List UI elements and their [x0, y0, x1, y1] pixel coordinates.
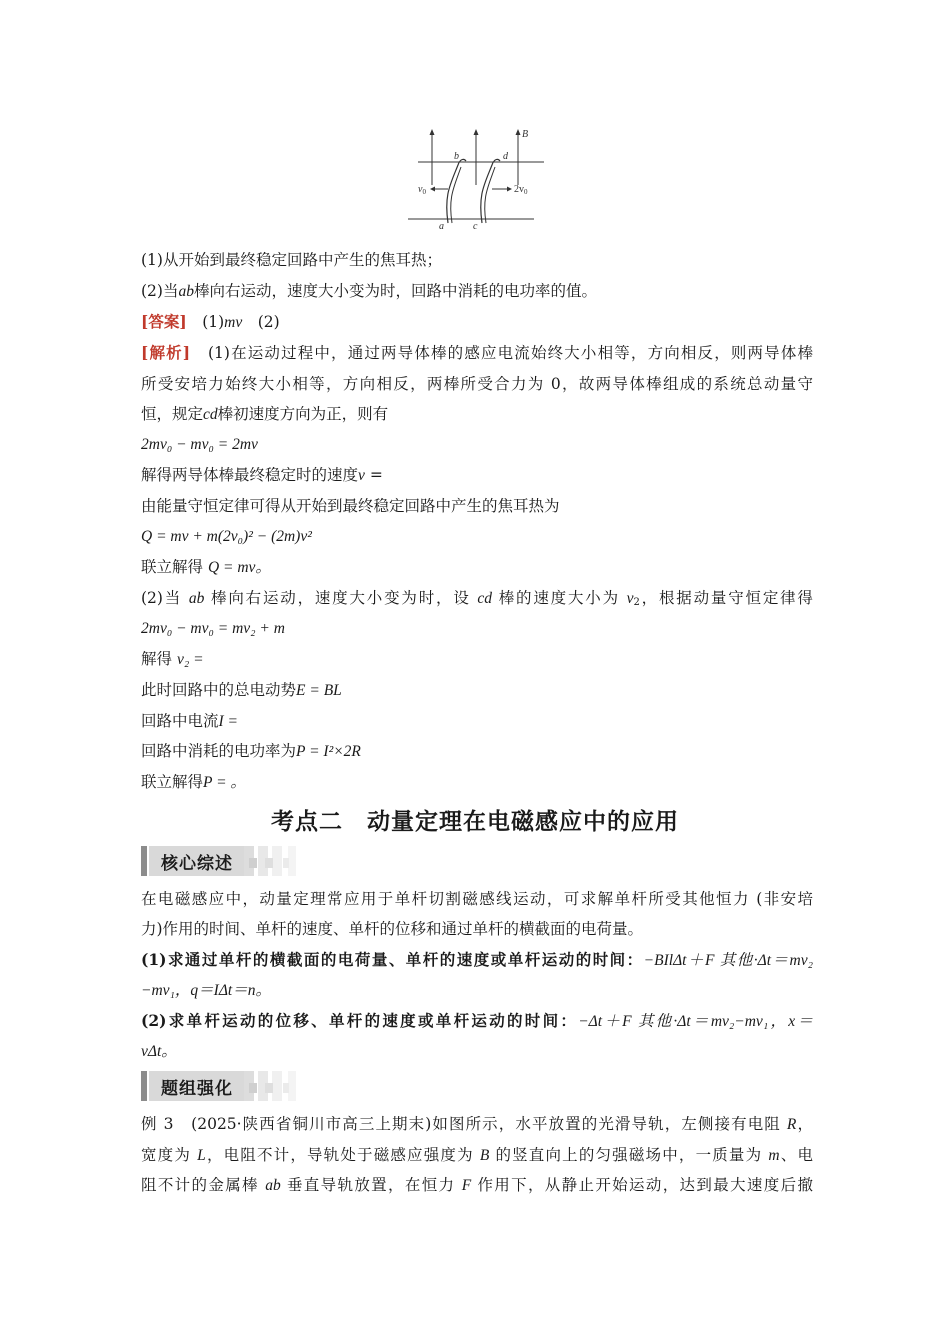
velocity-arrowhead-right — [507, 187, 512, 192]
joint-solve-2: 联立解得P = 。 — [141, 773, 246, 791]
field-arrowhead-2 — [474, 129, 479, 135]
label-a: a — [439, 221, 444, 232]
answer-line: [答案] (1)mv (2) — [141, 312, 280, 331]
core-paragraph-line1: 在电磁感应中，动量定理常应用于单杆切割磁感线运动，可求解单杆所受其他恒力 (非安培 — [141, 890, 813, 908]
practice-banner-label: 题组强化 — [161, 1079, 233, 1099]
analysis-p1-line1: [解析] (1)在运动过程中，通过两导体棒的感应电流始终大小相等，方向相反，则两导体棒 — [141, 343, 813, 362]
section-title: 考点二 动量定理在电磁感应中的应用 — [271, 809, 679, 835]
velocity-arrowhead-left — [430, 187, 435, 192]
banner-bar — [141, 846, 147, 876]
core-banner — [141, 846, 311, 876]
core-bullet1-line1: (1)求通过单杆的横截面的电荷量、单杆的速度或单杆运动的时间：−BIlΔt＋F 其他·Δt＝mv₂ — [141, 950, 813, 969]
solve-v-line: 解得两导体棒最终稳定时的速度v = — [141, 466, 383, 484]
core-bullet2-line2: vΔt。 — [141, 1043, 177, 1060]
label-v0: $v_0$ — [418, 184, 426, 196]
energy-line: 由能量守恒定律可得从开始到最终稳定回路中产生的焦耳热为 — [141, 497, 560, 515]
bar-ab — [447, 159, 466, 223]
question-1: (1)从开始到最终稳定回路中产生的焦耳热； — [141, 251, 442, 269]
core-banner-label: 核心综述 — [161, 854, 233, 874]
question-2: (2)当ab棒向右运动，速度大小变为时，回路中消耗的电功率的值。 — [141, 282, 597, 300]
equation-3: 2mv₀ − mv₀ = mv₂ + m — [141, 620, 285, 637]
example-line1: 例 3 (2025·陕西省铜川市高三上期末)如图所示，水平放置的光滑导轨，左侧接有电阻 R， — [141, 1115, 813, 1133]
current-line: 回路中电流I = — [141, 712, 239, 730]
core-bullet1-line2: −mv₁，q＝IΔt＝n。 — [141, 982, 271, 999]
solve-v2-line: 解得 v₂ = — [141, 650, 204, 668]
example-line3: 阻不计的金属棒 ab 垂直导轨放置，在恒力 F 作用下，从静止开始运动，达到最大速度后撤 — [141, 1176, 813, 1194]
rail-diagram — [404, 125, 544, 233]
label-B: B — [522, 129, 529, 140]
bar-ab-inner — [451, 167, 461, 223]
answer-tag: [答案] — [141, 312, 187, 331]
practice-banner — [141, 1071, 311, 1101]
field-arrowhead-3 — [516, 129, 521, 135]
banner-pattern-2 — [249, 1083, 309, 1093]
analysis-p1-line3: 恒，规定cd棒初速度方向为正，则有 — [141, 405, 389, 423]
label-b: b — [454, 151, 459, 162]
joint-solve-1: 联立解得 Q = mv。 — [141, 558, 271, 576]
analysis-p1-line2: 所受安培力始终大小相等，方向相反，两棒所受合力为 0，故两导体棒组成的系统总动量守 — [141, 375, 813, 393]
bar-cd — [481, 159, 500, 223]
equation-1: 2mv₀ − mv₀ = 2mv — [141, 436, 258, 453]
analysis-p2-line1: (2)当 ab 棒向右运动，速度大小变为时，设 cd 棒的速度大小为 $v_2$，根据动量守恒定律得 — [141, 589, 813, 608]
example-line2: 宽度为 L，电阻不计，导轨处于磁感应强度为 B 的竖直向上的匀强磁场中，一质量为 m、电 — [141, 1146, 813, 1164]
label-2v0: $2v_0$ — [514, 184, 528, 196]
core-paragraph-line2: 力)作用的时间、单杆的速度、单杆的位移和通过单杆的横截面的电荷量。 — [141, 920, 644, 938]
equation-2: Q = mv + m(2v₀)² − (2m)v² — [141, 528, 312, 545]
banner-pattern-2 — [249, 858, 309, 868]
label-c: c — [473, 221, 478, 232]
bar-cd-inner — [485, 167, 495, 223]
banner-bar — [141, 1071, 147, 1101]
analysis-tag: [解析] — [141, 343, 191, 362]
label-d: d — [503, 151, 508, 162]
core-bullet2-line1: (2)求单杆运动的位移、单杆的速度或单杆运动的时间：−Δt＋F 其他·Δt＝mv₂−mv₁，x＝ — [141, 1011, 813, 1030]
power-line: 回路中消耗的电功率为P = I²×2R — [141, 742, 361, 760]
emf-line: 此时回路中的总电动势E = BL — [141, 681, 342, 699]
field-arrowhead-1 — [430, 129, 435, 135]
